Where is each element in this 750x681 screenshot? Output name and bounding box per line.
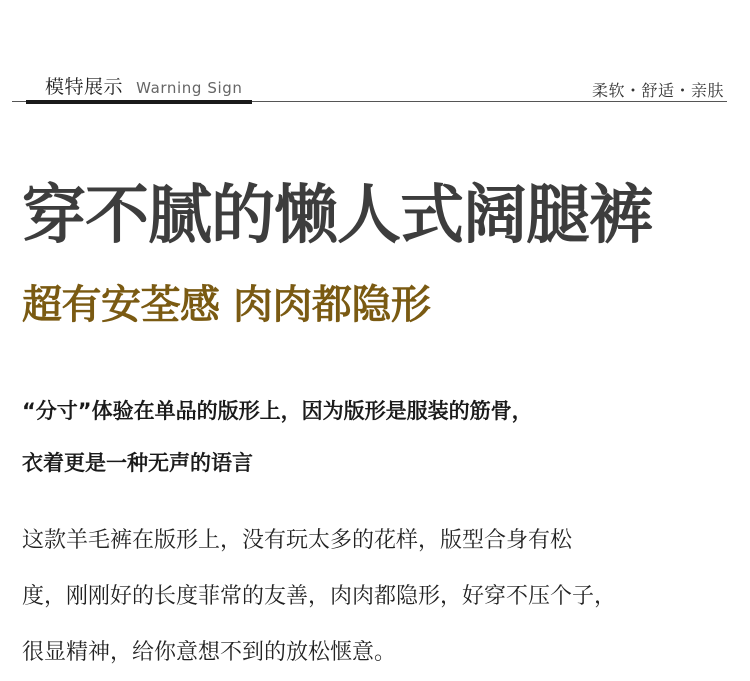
section-title	[45, 72, 242, 99]
lead-line: “分寸”体验在单品的版形上，因为版形是服装的筋骨，	[22, 399, 533, 423]
body-line: 很显精神，给你意想不到的放松惬意。	[22, 640, 397, 665]
header-accent-bar	[26, 100, 252, 104]
body-line: 这款羊毛裤在版形上，没有玩太多的花样，版型合身有松	[22, 528, 573, 553]
section-title-cn: 模特展示	[45, 76, 124, 98]
section-header	[0, 0, 750, 110]
section-title-en: Warning Sign	[136, 79, 243, 97]
header-tagline: 柔软・舒适・亲肤	[591, 81, 724, 100]
body-line: 度，刚刚好的长度菲常的友善，肉肉都隐形，好穿不压个子，	[22, 584, 617, 609]
lead-line: 衣着更是一种无声的语言	[22, 451, 253, 475]
body-paragraph	[22, 513, 737, 681]
headline: 穿不腻的懒人式阔腿裤	[22, 179, 652, 253]
subheadline: 超有安荃感 肉肉都隐形	[22, 282, 431, 328]
lead-paragraph	[22, 385, 732, 489]
